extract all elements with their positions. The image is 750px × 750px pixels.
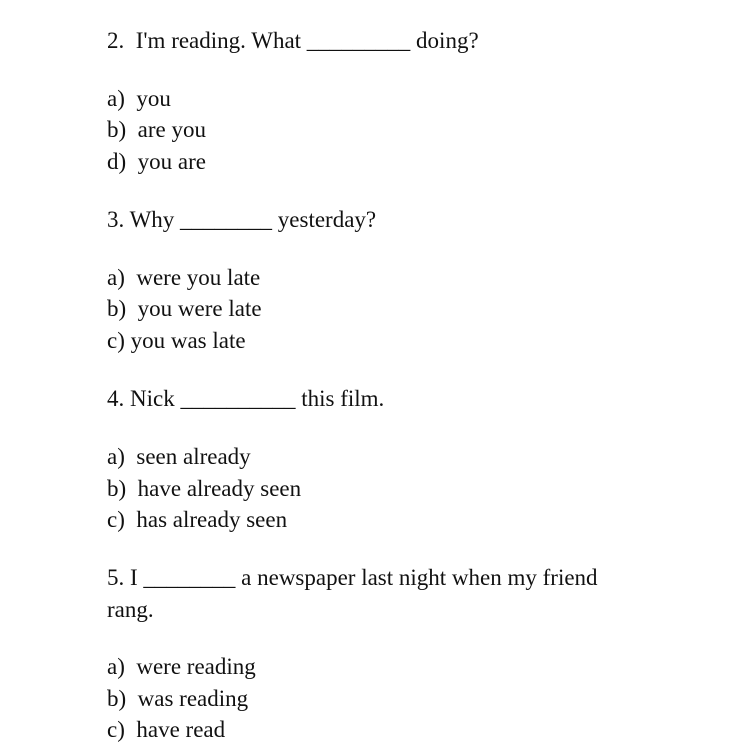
question-5-stem: 5. I ________ a newspaper last night when my friend xyxy=(107,565,598,590)
question-2-option-d: d) you are xyxy=(107,149,206,174)
question-4-option-b: b) have already seen xyxy=(107,476,302,501)
question-4-stem: 4. Nick __________ this film. xyxy=(107,386,385,411)
question-5-option-a: a) were reading xyxy=(107,654,256,679)
question-2-option-b: b) are you xyxy=(107,117,206,142)
question-3-stem: 3. Why ________ yesterday? xyxy=(107,207,377,232)
question-4-option-c: c) has already seen xyxy=(107,507,288,532)
question-2-option-a: a) you xyxy=(107,86,171,111)
question-5-option-b: b) was reading xyxy=(107,686,249,711)
question-5-option-c: c) have read xyxy=(107,717,226,742)
question-5-stem-continued: rang. xyxy=(107,597,154,622)
question-4-option-a: a) seen already xyxy=(107,444,251,469)
question-2-stem: 2. I'm reading. What _________ doing? xyxy=(107,28,479,53)
question-3-option-c: c) you was late xyxy=(107,328,246,353)
question-3-option-b: b) you were late xyxy=(107,296,262,321)
question-3-option-a: a) were you late xyxy=(107,265,261,290)
